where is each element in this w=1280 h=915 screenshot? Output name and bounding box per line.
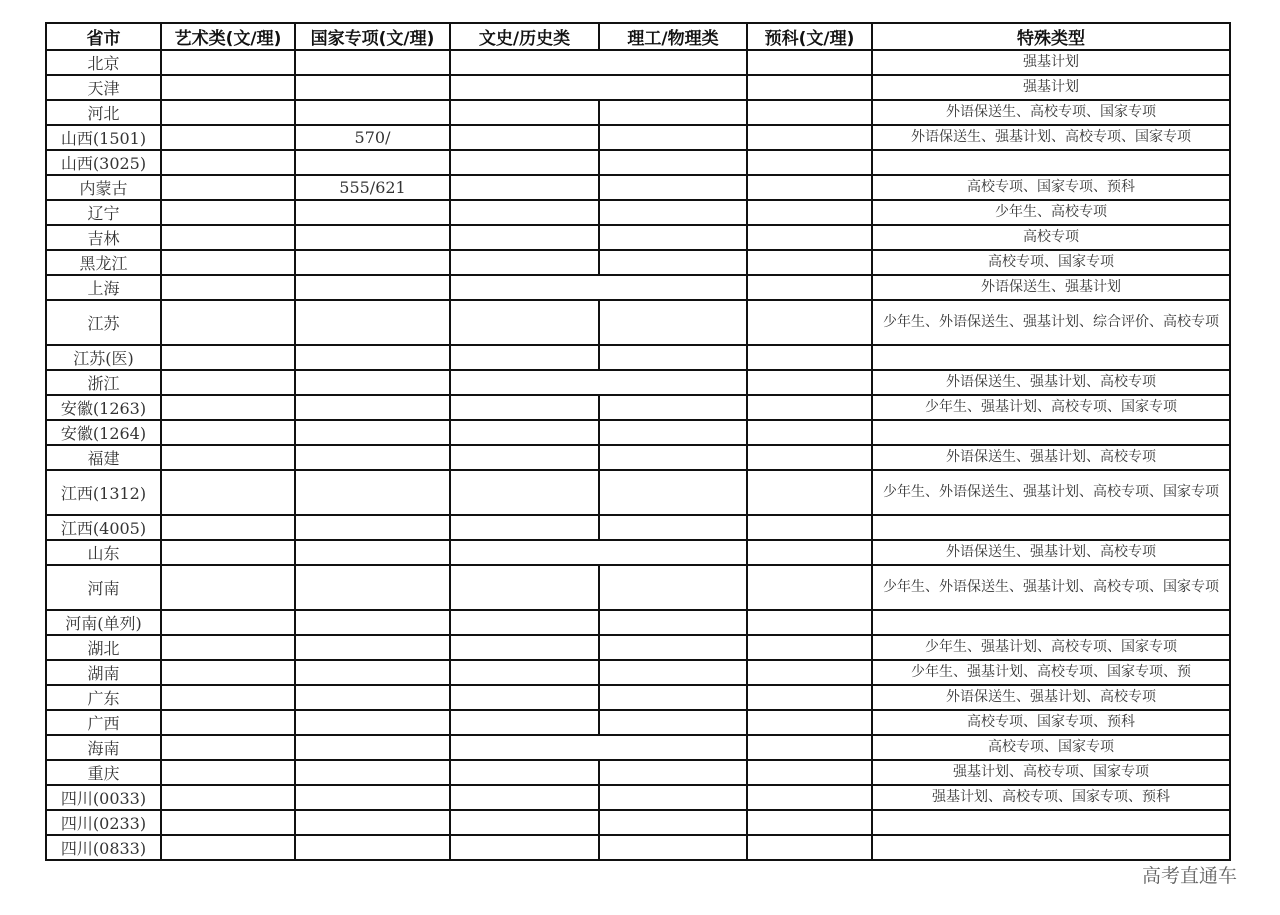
province-cell: 湖南 bbox=[46, 660, 161, 685]
table-row bbox=[46, 810, 1230, 835]
province-cell: 海南 bbox=[46, 735, 161, 760]
province-cell: 山东 bbox=[46, 540, 161, 565]
art-cell bbox=[161, 200, 295, 225]
prep-cell bbox=[747, 660, 872, 685]
national-cell bbox=[295, 810, 450, 835]
physics-cell bbox=[599, 225, 747, 250]
history-physics-cell bbox=[450, 275, 747, 300]
province-cell: 北京 bbox=[46, 50, 161, 75]
table-body bbox=[46, 50, 1230, 860]
history-cell bbox=[450, 125, 599, 150]
province-cell: 江西(4005) bbox=[46, 515, 161, 540]
prep-cell bbox=[747, 610, 872, 635]
province-cell: 江苏(医) bbox=[46, 345, 161, 370]
special-cell: 外语保送生、强基计划、高校专项、国家专项 bbox=[872, 125, 1230, 150]
history-cell bbox=[450, 635, 599, 660]
prep-cell bbox=[747, 785, 872, 810]
physics-cell bbox=[599, 300, 747, 345]
history-cell bbox=[450, 810, 599, 835]
special-cell: 强基计划、高校专项、国家专项 bbox=[872, 760, 1230, 785]
province-cell: 内蒙古 bbox=[46, 175, 161, 200]
table-row bbox=[46, 735, 1230, 760]
art-cell bbox=[161, 275, 295, 300]
table-row bbox=[46, 835, 1230, 860]
province-cell: 湖北 bbox=[46, 635, 161, 660]
prep-cell bbox=[747, 300, 872, 345]
national-cell: 555/621 bbox=[295, 175, 450, 200]
physics-cell bbox=[599, 200, 747, 225]
table-row bbox=[46, 420, 1230, 445]
history-cell bbox=[450, 470, 599, 515]
table-row bbox=[46, 225, 1230, 250]
table-row bbox=[46, 470, 1230, 515]
art-cell bbox=[161, 835, 295, 860]
special-cell: 高校专项、国家专项、预科 bbox=[872, 710, 1230, 735]
table-row bbox=[46, 515, 1230, 540]
prep-cell bbox=[747, 50, 872, 75]
national-cell bbox=[295, 395, 450, 420]
province-cell: 重庆 bbox=[46, 760, 161, 785]
province-cell: 辽宁 bbox=[46, 200, 161, 225]
history-cell bbox=[450, 565, 599, 610]
physics-cell bbox=[599, 345, 747, 370]
physics-cell bbox=[599, 515, 747, 540]
prep-cell bbox=[747, 565, 872, 610]
national-cell bbox=[295, 420, 450, 445]
history-physics-cell bbox=[450, 370, 747, 395]
table-row bbox=[46, 685, 1230, 710]
national-cell bbox=[295, 370, 450, 395]
national-cell bbox=[295, 610, 450, 635]
table-row bbox=[46, 540, 1230, 565]
province-cell: 四川(0833) bbox=[46, 835, 161, 860]
history-cell bbox=[450, 835, 599, 860]
history-cell bbox=[450, 660, 599, 685]
national-cell bbox=[295, 470, 450, 515]
physics-cell bbox=[599, 420, 747, 445]
art-cell bbox=[161, 75, 295, 100]
history-cell bbox=[450, 150, 599, 175]
art-cell bbox=[161, 175, 295, 200]
special-cell bbox=[872, 345, 1230, 370]
history-cell bbox=[450, 710, 599, 735]
province-cell: 黑龙江 bbox=[46, 250, 161, 275]
art-cell bbox=[161, 635, 295, 660]
special-cell: 外语保送生、强基计划、高校专项 bbox=[872, 540, 1230, 565]
art-cell bbox=[161, 445, 295, 470]
art-cell bbox=[161, 345, 295, 370]
prep-cell bbox=[747, 345, 872, 370]
special-cell: 外语保送生、强基计划、高校专项 bbox=[872, 685, 1230, 710]
national-cell bbox=[295, 835, 450, 860]
national-cell bbox=[295, 540, 450, 565]
prep-cell bbox=[747, 445, 872, 470]
province-cell: 四川(0033) bbox=[46, 785, 161, 810]
province-cell: 江苏 bbox=[46, 300, 161, 345]
table-row bbox=[46, 300, 1230, 345]
national-cell bbox=[295, 50, 450, 75]
prep-cell bbox=[747, 225, 872, 250]
national-cell bbox=[295, 660, 450, 685]
special-cell: 少年生、强基计划、高校专项、国家专项 bbox=[872, 395, 1230, 420]
physics-cell bbox=[599, 250, 747, 275]
history-cell bbox=[450, 345, 599, 370]
history-physics-cell bbox=[450, 540, 747, 565]
national-cell bbox=[295, 250, 450, 275]
history-cell bbox=[450, 685, 599, 710]
table-row bbox=[46, 395, 1230, 420]
special-cell bbox=[872, 150, 1230, 175]
art-cell bbox=[161, 610, 295, 635]
province-cell: 河北 bbox=[46, 100, 161, 125]
special-cell bbox=[872, 420, 1230, 445]
special-cell: 少年生、强基计划、高校专项、国家专项、预 bbox=[872, 660, 1230, 685]
prep-cell bbox=[747, 75, 872, 100]
art-cell bbox=[161, 225, 295, 250]
history-physics-cell bbox=[450, 735, 747, 760]
physics-cell bbox=[599, 760, 747, 785]
province-cell: 浙江 bbox=[46, 370, 161, 395]
table-row bbox=[46, 50, 1230, 75]
prep-cell bbox=[747, 250, 872, 275]
prep-cell bbox=[747, 150, 872, 175]
national-cell bbox=[295, 635, 450, 660]
physics-cell bbox=[599, 150, 747, 175]
score-table bbox=[45, 22, 1231, 861]
physics-cell bbox=[599, 610, 747, 635]
physics-cell bbox=[599, 565, 747, 610]
special-cell bbox=[872, 515, 1230, 540]
prep-cell bbox=[747, 685, 872, 710]
special-cell: 强基计划、高校专项、国家专项、预科 bbox=[872, 785, 1230, 810]
table-row bbox=[46, 785, 1230, 810]
table-row bbox=[46, 445, 1230, 470]
special-cell bbox=[872, 835, 1230, 860]
table-row bbox=[46, 635, 1230, 660]
history-cell bbox=[450, 250, 599, 275]
national-cell bbox=[295, 100, 450, 125]
prep-cell bbox=[747, 760, 872, 785]
physics-cell bbox=[599, 445, 747, 470]
province-cell: 山西(1501) bbox=[46, 125, 161, 150]
special-cell: 外语保送生、强基计划 bbox=[872, 275, 1230, 300]
prep-cell bbox=[747, 395, 872, 420]
history-physics-cell bbox=[450, 50, 747, 75]
physics-cell bbox=[599, 470, 747, 515]
prep-cell bbox=[747, 810, 872, 835]
table-row bbox=[46, 100, 1230, 125]
national-cell bbox=[295, 200, 450, 225]
history-cell bbox=[450, 515, 599, 540]
art-cell bbox=[161, 810, 295, 835]
province-cell: 吉林 bbox=[46, 225, 161, 250]
special-cell: 外语保送生、高校专项、国家专项 bbox=[872, 100, 1230, 125]
table-row bbox=[46, 125, 1230, 150]
table-row bbox=[46, 760, 1230, 785]
prep-cell bbox=[747, 420, 872, 445]
header-physics: 理工/物理类 bbox=[599, 23, 747, 50]
art-cell bbox=[161, 470, 295, 515]
special-cell: 少年生、强基计划、高校专项、国家专项 bbox=[872, 635, 1230, 660]
province-cell: 江西(1312) bbox=[46, 470, 161, 515]
header-national: 国家专项(文/理) bbox=[295, 23, 450, 50]
special-cell: 强基计划 bbox=[872, 75, 1230, 100]
art-cell bbox=[161, 150, 295, 175]
history-cell bbox=[450, 610, 599, 635]
prep-cell bbox=[747, 100, 872, 125]
province-cell: 安徽(1264) bbox=[46, 420, 161, 445]
art-cell bbox=[161, 100, 295, 125]
table-row bbox=[46, 345, 1230, 370]
physics-cell bbox=[599, 660, 747, 685]
province-cell: 四川(0233) bbox=[46, 810, 161, 835]
art-cell bbox=[161, 300, 295, 345]
art-cell bbox=[161, 50, 295, 75]
art-cell bbox=[161, 395, 295, 420]
art-cell bbox=[161, 685, 295, 710]
physics-cell bbox=[599, 125, 747, 150]
special-cell bbox=[872, 810, 1230, 835]
province-cell: 天津 bbox=[46, 75, 161, 100]
header-province: 省市 bbox=[46, 23, 161, 50]
province-cell: 河南 bbox=[46, 565, 161, 610]
special-cell: 少年生、外语保送生、强基计划、高校专项、国家专项 bbox=[872, 565, 1230, 610]
history-cell bbox=[450, 395, 599, 420]
history-cell bbox=[450, 100, 599, 125]
header-special: 特殊类型 bbox=[872, 23, 1230, 50]
art-cell bbox=[161, 660, 295, 685]
province-cell: 福建 bbox=[46, 445, 161, 470]
prep-cell bbox=[747, 125, 872, 150]
art-cell bbox=[161, 710, 295, 735]
art-cell bbox=[161, 540, 295, 565]
province-cell: 广西 bbox=[46, 710, 161, 735]
national-cell bbox=[295, 345, 450, 370]
table-row bbox=[46, 200, 1230, 225]
table-row bbox=[46, 565, 1230, 610]
table-row bbox=[46, 275, 1230, 300]
art-cell bbox=[161, 370, 295, 395]
national-cell bbox=[295, 565, 450, 610]
physics-cell bbox=[599, 810, 747, 835]
table-row bbox=[46, 660, 1230, 685]
watermark: 高考直通车 bbox=[1142, 865, 1238, 887]
physics-cell bbox=[599, 710, 747, 735]
table-row bbox=[46, 250, 1230, 275]
national-cell bbox=[295, 75, 450, 100]
prep-cell bbox=[747, 835, 872, 860]
prep-cell bbox=[747, 275, 872, 300]
art-cell bbox=[161, 735, 295, 760]
prep-cell bbox=[747, 370, 872, 395]
prep-cell bbox=[747, 470, 872, 515]
prep-cell bbox=[747, 175, 872, 200]
national-cell bbox=[295, 275, 450, 300]
special-cell: 外语保送生、强基计划、高校专项 bbox=[872, 445, 1230, 470]
province-cell: 广东 bbox=[46, 685, 161, 710]
national-cell bbox=[295, 150, 450, 175]
national-cell bbox=[295, 515, 450, 540]
table-row bbox=[46, 610, 1230, 635]
physics-cell bbox=[599, 100, 747, 125]
header-art: 艺术类(文/理) bbox=[161, 23, 295, 50]
header-prep: 预科(文/理) bbox=[747, 23, 872, 50]
prep-cell bbox=[747, 515, 872, 540]
history-cell bbox=[450, 760, 599, 785]
prep-cell bbox=[747, 635, 872, 660]
table-row bbox=[46, 175, 1230, 200]
art-cell bbox=[161, 250, 295, 275]
history-cell bbox=[450, 785, 599, 810]
special-cell: 强基计划 bbox=[872, 50, 1230, 75]
special-cell: 少年生、外语保送生、强基计划、高校专项、国家专项 bbox=[872, 470, 1230, 515]
prep-cell bbox=[747, 540, 872, 565]
special-cell bbox=[872, 610, 1230, 635]
special-cell: 少年生、外语保送生、强基计划、综合评价、高校专项 bbox=[872, 300, 1230, 345]
art-cell bbox=[161, 565, 295, 610]
history-cell bbox=[450, 300, 599, 345]
national-cell bbox=[295, 785, 450, 810]
header-history: 文史/历史类 bbox=[450, 23, 599, 50]
national-cell: 570/ bbox=[295, 125, 450, 150]
province-cell: 上海 bbox=[46, 275, 161, 300]
prep-cell bbox=[747, 200, 872, 225]
physics-cell bbox=[599, 175, 747, 200]
art-cell bbox=[161, 125, 295, 150]
table-row bbox=[46, 75, 1230, 100]
art-cell bbox=[161, 785, 295, 810]
table-row bbox=[46, 710, 1230, 735]
table-row bbox=[46, 150, 1230, 175]
special-cell: 少年生、高校专项 bbox=[872, 200, 1230, 225]
history-cell bbox=[450, 175, 599, 200]
history-cell bbox=[450, 225, 599, 250]
national-cell bbox=[295, 760, 450, 785]
physics-cell bbox=[599, 395, 747, 420]
prep-cell bbox=[747, 710, 872, 735]
history-cell bbox=[450, 445, 599, 470]
province-cell: 山西(3025) bbox=[46, 150, 161, 175]
art-cell bbox=[161, 420, 295, 445]
physics-cell bbox=[599, 835, 747, 860]
special-cell: 高校专项、国家专项 bbox=[872, 250, 1230, 275]
national-cell bbox=[295, 225, 450, 250]
national-cell bbox=[295, 710, 450, 735]
national-cell bbox=[295, 735, 450, 760]
special-cell: 高校专项、国家专项、预科 bbox=[872, 175, 1230, 200]
history-cell bbox=[450, 420, 599, 445]
national-cell bbox=[295, 685, 450, 710]
header-row bbox=[46, 23, 1230, 50]
physics-cell bbox=[599, 685, 747, 710]
physics-cell bbox=[599, 635, 747, 660]
special-cell: 高校专项 bbox=[872, 225, 1230, 250]
special-cell: 外语保送生、强基计划、高校专项 bbox=[872, 370, 1230, 395]
table-row bbox=[46, 370, 1230, 395]
art-cell bbox=[161, 760, 295, 785]
art-cell bbox=[161, 515, 295, 540]
physics-cell bbox=[599, 785, 747, 810]
province-cell: 河南(单列) bbox=[46, 610, 161, 635]
history-cell bbox=[450, 200, 599, 225]
province-cell: 安徽(1263) bbox=[46, 395, 161, 420]
national-cell bbox=[295, 300, 450, 345]
special-cell: 高校专项、国家专项 bbox=[872, 735, 1230, 760]
history-physics-cell bbox=[450, 75, 747, 100]
prep-cell bbox=[747, 735, 872, 760]
national-cell bbox=[295, 445, 450, 470]
